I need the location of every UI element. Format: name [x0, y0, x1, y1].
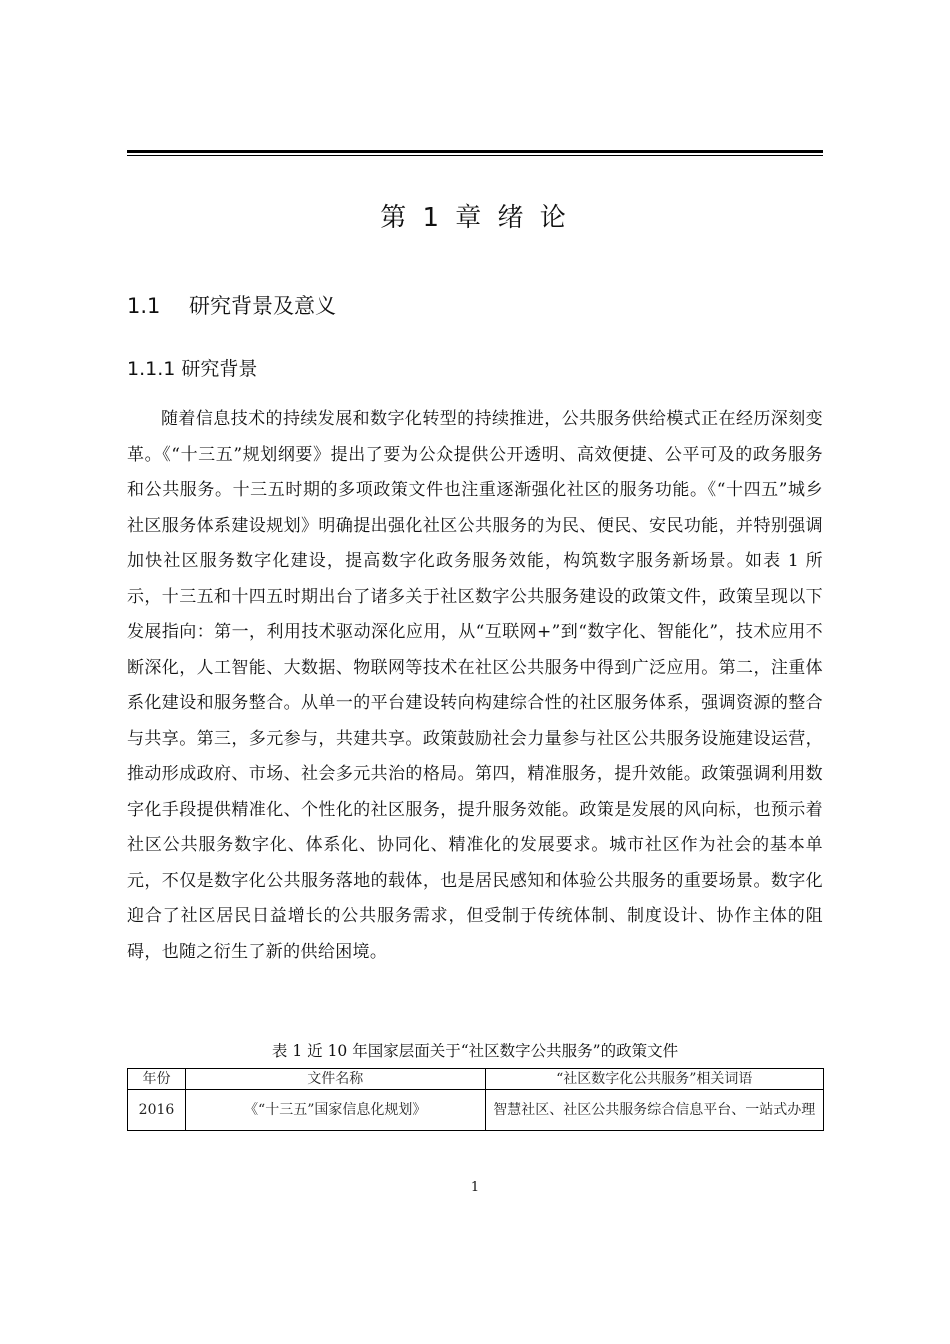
section-heading [127, 290, 336, 322]
section-number: 1.1 [127, 294, 161, 318]
chapter-title: 第 1 章 绪 论 [380, 203, 570, 233]
header-doc-name: 文件名称 [185, 1069, 485, 1090]
header-terms: “社区数字化公共服务”相关词语 [485, 1069, 824, 1090]
header-rule-thick [127, 150, 823, 153]
table-row [128, 1090, 824, 1131]
body-paragraph: 随着信息技术的持续发展和数字化转型的持续推进，公共服务供给模式正在经历深刻变革。《“十三五”规划纲要》提出了要为公众提供公开透明、高效便捷、公平可及的政务服务和公共服务。十三五时期的多项政策文件也注重逐渐强化社区的服务功能。《“十四五”城乡社区服务体系建设规划》明确提出强化社区公共服务的为民、便民、安民功能，并特别强调加快社区服务数字化建设，提高数字化政务服务效能，构筑数字服务新场景。如表 1 所示，十三五和十四五时期出台了诸多关于社区数字公共服务建设的政策文件，政策呈现以下发展指向：第一，利用技术驱动深化应用，从“互联网+”到“数字化、智能化”，技术应用不断深化，人工智能、大数据、物联网等技术在社区公共服务中得到广泛应用。第二，注重体系化建设和服务整合。从单一的平台建设转向构建综合性的社区服务体系，强调资源的整合与共享。第三，多元参与，共建共享。政策鼓励社会力量参与社区公共服务设施建设运营，推动形成政府、市场、社会多元共治的格局。第四，精准服务，提升效能。政策强调利用数字化手段提供精准化、个性化的社区服务，提升服务效能。政策是发展的风向标，也预示着社区公共服务数字化、体系化、协同化、精准化的发展要求。城市社区作为社会的基本单元，不仅是数字化公共服务落地的载体，也是居民感知和体验公共服务的重要场景。数字化迎合了社区居民日益增长的公共服务需求，但受制于传统体制、制度设计、协作主体的阻碍，也随之衍生了新的供给困境。 [127, 409, 823, 962]
header-year: 年份 [128, 1069, 186, 1090]
cell-terms: 智慧社区、社区公共服务综合信息平台、一站式办理 [485, 1090, 824, 1131]
cell-doc-name: 《“十三五”国家信息化规划》 [185, 1090, 485, 1131]
policy-table [127, 1068, 824, 1131]
header-rule-thin [127, 155, 823, 156]
table-header-row [128, 1069, 824, 1090]
page-number: 1 [470, 1180, 480, 1195]
cell-year: 2016 [128, 1090, 186, 1131]
table-caption: 表 1 近 10 年国家层面关于“社区数字公共服务”的政策文件 [271, 1042, 679, 1060]
subsection-heading: 1.1.1 研究背景 [127, 358, 258, 380]
section-title: 研究背景及意义 [189, 294, 336, 318]
